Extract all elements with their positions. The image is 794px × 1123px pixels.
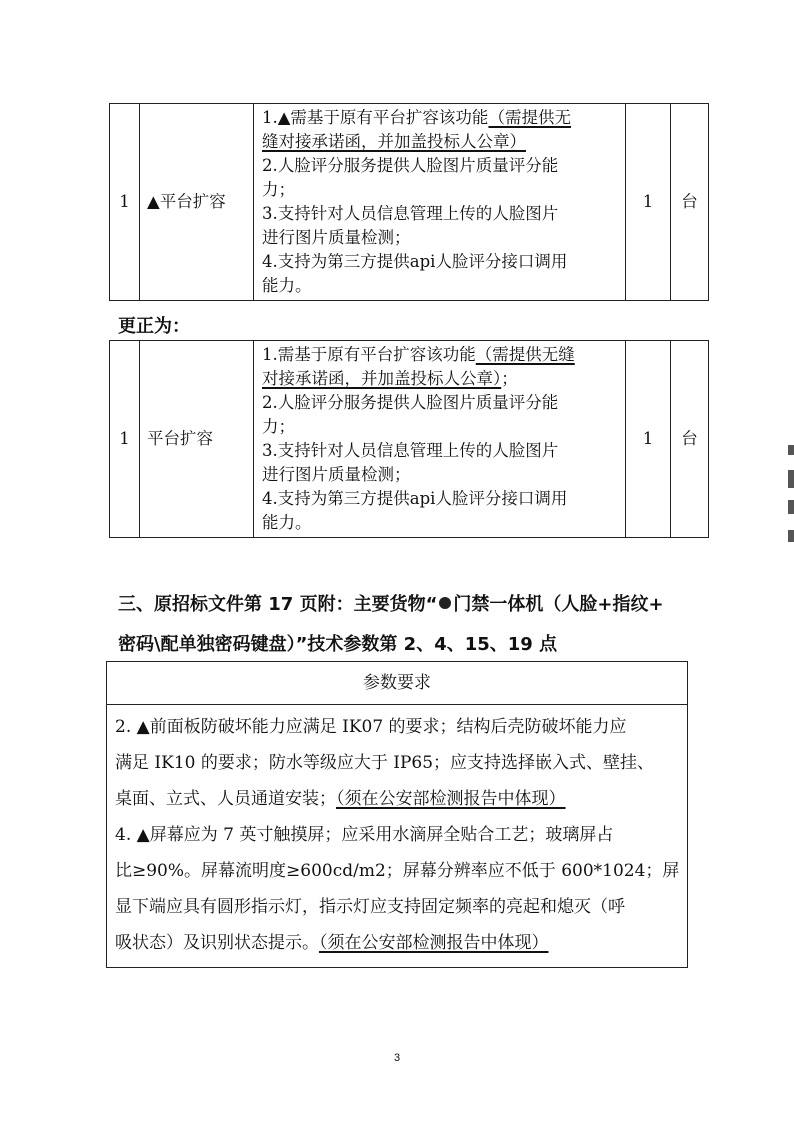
- item-description: [254, 341, 626, 538]
- scan-artifact: [788, 500, 794, 514]
- underlined-text: 对接承诺函，并加盖投标人公章）: [262, 369, 502, 388]
- desc-line: 2.人脸评分服务提供人脸图片质量评分能: [262, 393, 559, 412]
- underlined-text: （需提供无: [488, 108, 571, 127]
- item-name: ▲平台扩容: [140, 104, 254, 301]
- item-unit: 台: [671, 341, 709, 538]
- item-name: 平台扩容: [140, 341, 254, 538]
- item-description: [254, 104, 626, 301]
- underlined-text: （须在公安部检测报告中体现）: [336, 789, 566, 809]
- desc-line: 3.支持针对人员信息管理上传的人脸图片: [262, 441, 559, 460]
- item-quantity: 1: [626, 341, 671, 538]
- section-heading-line-1: 三、原招标文件第 17 页附：主要货物“ 门禁一体机（人脸+指纹+: [118, 594, 664, 615]
- item-unit: 台: [671, 104, 709, 301]
- desc-line: 进行图片质量检测；: [262, 228, 411, 247]
- desc-line: 2.人脸评分服务提供人脸图片质量评分能: [262, 156, 559, 175]
- table-row: [110, 341, 709, 538]
- corrected-spec-table: [109, 340, 709, 538]
- scan-artifact: [788, 530, 794, 542]
- underlined-text: （须在公安部检测报告中体现）: [319, 933, 549, 953]
- desc-line: 力；: [262, 180, 295, 199]
- underlined-text: 缝对接承诺函，并加盖投标人公章）: [262, 132, 526, 151]
- underlined-text: （需提供无缝: [475, 345, 575, 364]
- desc-line: 力；: [262, 417, 295, 436]
- requirements-table: [106, 661, 688, 968]
- desc-line: 对接承诺函，并加盖投标人公章）；: [262, 369, 518, 388]
- item-quantity: 1: [626, 104, 671, 301]
- scan-artifact: [788, 445, 794, 455]
- requirement-line: 4. ▲屏幕应为 7 英寸触摸屏；应采用水滴屏全贴合工艺；玻璃屏占: [115, 825, 614, 845]
- item-number: 1: [110, 104, 140, 301]
- original-spec-table: [109, 103, 709, 301]
- requirement-line: 比≥90%。屏幕流明度≥600cd/m2；屏幕分辨率应不低于 600*1024；屏: [115, 861, 680, 881]
- desc-line: 1.需基于原有平台扩容该功能（需提供无缝: [262, 345, 575, 364]
- section-heading-line-2: 密码\配单独密码键盘）”技术参数第 2、4、15、19 点: [118, 634, 558, 655]
- table-row: [110, 104, 709, 301]
- desc-line: 能力。: [262, 513, 312, 532]
- item-number: 1: [110, 341, 140, 538]
- desc-line: 4.支持为第三方提供api人脸评分接口调用: [262, 489, 568, 508]
- desc-line: 4.支持为第三方提供api人脸评分接口调用: [262, 252, 568, 271]
- requirement-line: 桌面、立式、人员通道安装；（须在公安部检测报告中体现）: [115, 789, 566, 809]
- requirement-line: 吸状态）及识别状态提示。（须在公安部检测报告中体现）: [115, 933, 549, 953]
- requirement-line: 2. ▲前面板防破坏能力应满足 IK07 的要求；结构后壳防破坏能力应: [115, 717, 627, 737]
- scan-artifact: [788, 470, 794, 488]
- correction-label: 更正为：: [118, 316, 190, 337]
- desc-line: 1.▲需基于原有平台扩容该功能（需提供无: [262, 108, 571, 127]
- bullet-dot-icon: [439, 597, 451, 609]
- desc-line: 能力。: [262, 276, 312, 295]
- requirement-line: 满足 IK10 的要求；防水等级应大于 IP65；应支持选择嵌入式、壁挂、: [115, 753, 655, 773]
- requirement-line: 显下端应具有圆形指示灯，指示灯应支持固定频率的亮起和熄灭（呼: [115, 897, 625, 917]
- requirements-body: [107, 705, 687, 967]
- desc-line: 进行图片质量检测；: [262, 465, 411, 484]
- requirements-header: 参数要求: [107, 662, 687, 705]
- page-number: 3: [393, 1052, 401, 1064]
- desc-line: 3.支持针对人员信息管理上传的人脸图片: [262, 204, 559, 223]
